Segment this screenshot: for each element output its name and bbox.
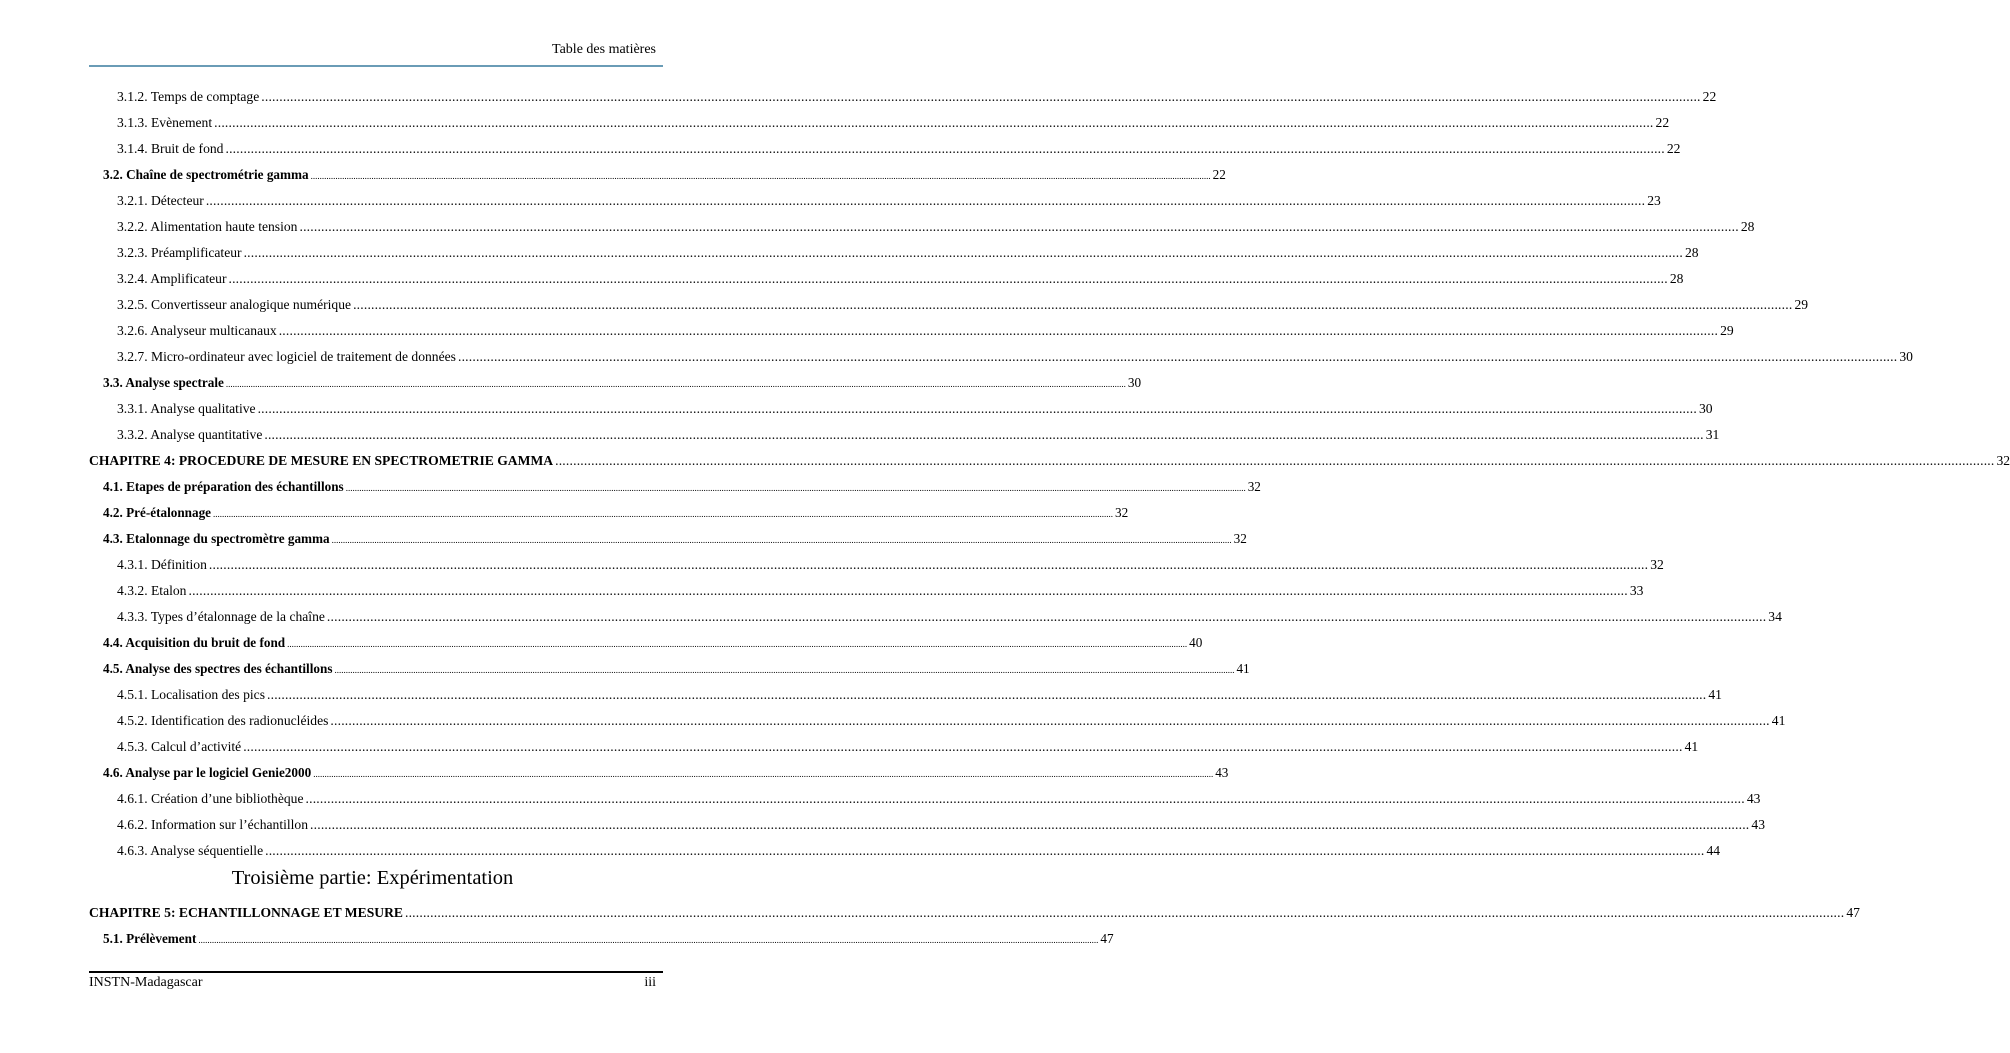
- toc-entry[interactable]: [117, 712, 1786, 730]
- toc-dot-leader: ................................................................................................................................................................................................................................................................................................................................................................................................................: [457, 349, 1898, 364]
- toc-entry[interactable]: [117, 400, 1713, 418]
- toc-entry[interactable]: [117, 842, 1721, 860]
- toc-entry[interactable]: [103, 374, 1142, 393]
- toc-entry-label: 4.5.1. Localisation des pics: [117, 687, 265, 702]
- toc-dot-leader: ................................................................................................................................................................................................................................................................................................................................................................................................................: [228, 271, 1668, 286]
- footer-institution: INSTN-Madagascar: [89, 975, 203, 990]
- toc-entry-label: 4.2. Pré-étalonnage: [103, 505, 212, 520]
- toc-dot-leader: ................................................................................................................................................................................................................................................................................................................................................................................................................: [305, 791, 1745, 806]
- toc-entry-label: 4.4. Acquisition du bruit de fond: [103, 635, 286, 650]
- toc-entry[interactable]: [117, 114, 1670, 132]
- toc-dot-leader: ................................................................................................................................................................................................................................................................................................................................................................................................................: [299, 219, 1739, 234]
- toc-dot-leader: ................................................................................................................................................................................................................................................................................................................................................................................................................: [353, 297, 1793, 312]
- toc-entry-label: 3.2.4. Amplificateur: [117, 271, 227, 286]
- toc-entry-page: 47: [1100, 931, 1114, 946]
- toc-entry[interactable]: [117, 192, 1661, 210]
- toc-dot-leader: ................................................................................................................................................................................................................................................................................................................................................................................................................: [265, 843, 1705, 858]
- toc-dot-leader: ................................................................................................................................................................................................................................................................................................................................................................................................................: [331, 535, 1232, 545]
- toc-entry[interactable]: [117, 88, 1717, 106]
- toc-entry-page: 43: [1751, 817, 1765, 832]
- toc-entry-label: CHAPITRE 4: PROCEDURE DE MESURE EN SPECTROMETRIE GAMMA: [89, 453, 554, 468]
- toc-entry-label: 3.1.3. Evènement: [117, 115, 213, 130]
- toc-dot-leader: ................................................................................................................................................................................................................................................................................................................................................................................................................: [205, 193, 1646, 208]
- toc-entry-label: 3.2.5. Convertisseur analogique numérique: [117, 297, 352, 312]
- toc-dot-leader: ................................................................................................................................................................................................................................................................................................................................................................................................................: [213, 509, 1114, 519]
- toc-entry-label: 4.6.3. Analyse séquentielle: [117, 843, 264, 858]
- toc-entry[interactable]: [117, 348, 1913, 366]
- toc-entry-label: 3.2.2. Alimentation haute tension: [117, 219, 298, 234]
- toc-entry[interactable]: [103, 478, 1261, 497]
- running-header-title: Table des matières: [552, 42, 656, 57]
- toc-entry-label: 3.3.2. Analyse quantitative: [117, 427, 263, 442]
- toc-entry[interactable]: [103, 504, 1129, 523]
- toc-entry-page: 28: [1684, 245, 1699, 260]
- toc-dot-leader: ................................................................................................................................................................................................................................................................................................................................................................................................................: [310, 171, 1211, 181]
- toc-dot-leader: ................................................................................................................................................................................................................................................................................................................................................................................................................: [208, 557, 1649, 572]
- toc-entry-page: 29: [1720, 323, 1734, 338]
- toc-entry-page: 28: [1740, 219, 1755, 234]
- toc-dot-leader: ................................................................................................................................................................................................................................................................................................................................................................................................................: [261, 89, 1701, 104]
- toc-entry-label: 3.2.3. Préamplificateur: [117, 245, 242, 260]
- part-title: Troisième partie: Expérimentation: [231, 867, 514, 889]
- toc-dot-leader: ................................................................................................................................................................................................................................................................................................................................................................................................................: [264, 427, 1704, 442]
- toc-entry-page: 43: [1746, 791, 1761, 806]
- toc-entry-page: 32: [1650, 557, 1664, 572]
- toc-entry[interactable]: [117, 790, 1761, 808]
- toc-entry-label: 3.2.7. Micro-ordinateur avec logiciel de traitement de données: [117, 349, 456, 364]
- toc-entry-label: 4.3.1. Définition: [117, 557, 207, 572]
- toc-entry-label: 4.6.1. Création d’une bibliothèque: [117, 791, 304, 806]
- toc-entry-page: 22: [1702, 89, 1717, 104]
- toc-dot-leader: ................................................................................................................................................................................................................................................................................................................................................................................................................: [330, 713, 1770, 728]
- toc-dot-leader: ................................................................................................................................................................................................................................................................................................................................................................................................................: [287, 639, 1188, 649]
- toc-dot-leader: ................................................................................................................................................................................................................................................................................................................................................................................................................: [267, 687, 1707, 702]
- toc-dot-leader: ................................................................................................................................................................................................................................................................................................................................................................................................................: [278, 323, 1719, 338]
- toc-entry-page: 32: [1233, 531, 1247, 546]
- toc-entry-page: 32: [1115, 505, 1129, 520]
- toc-entry[interactable]: [117, 322, 1734, 340]
- toc-entry[interactable]: [103, 166, 1226, 185]
- toc-entry-label: 3.2.1. Détecteur: [117, 193, 204, 208]
- toc-dot-leader: ................................................................................................................................................................................................................................................................................................................................................................................................................: [345, 483, 1246, 493]
- toc-entry-page: 30: [1899, 349, 1913, 364]
- toc-dot-leader: ................................................................................................................................................................................................................................................................................................................................................................................................................: [555, 453, 1995, 468]
- footer-page-number: iii: [644, 975, 656, 990]
- toc-entry-label: 3.2. Chaîne de spectrométrie gamma: [103, 167, 309, 182]
- toc-entry-page: 43: [1215, 765, 1229, 780]
- toc-dot-leader: ................................................................................................................................................................................................................................................................................................................................................................................................................: [243, 739, 1683, 754]
- toc-entry-label: 3.2.6. Analyseur multicanaux: [117, 323, 277, 338]
- footer-divider: [89, 971, 663, 973]
- toc-entry-page: 41: [1708, 687, 1722, 702]
- toc-entry[interactable]: [117, 556, 1664, 574]
- toc-entry-page: 44: [1706, 843, 1721, 858]
- toc-entry[interactable]: [117, 686, 1722, 704]
- toc-entry[interactable]: [117, 426, 1720, 444]
- toc-entry-page: 30: [1698, 401, 1713, 416]
- toc-entry-label: 4.1. Etapes de préparation des échantillons: [103, 479, 344, 494]
- toc-entry-page: 41: [1236, 661, 1250, 676]
- toc-entry-page: 31: [1705, 427, 1720, 442]
- toc-entry-label: 4.6.2. Information sur l’échantillon: [117, 817, 309, 832]
- toc-entry[interactable]: [117, 816, 1765, 834]
- toc-entry-label: CHAPITRE 5: ECHANTILLONNAGE ET MESURE: [89, 905, 403, 920]
- toc-entry-label: 4.3.2. Etalon: [117, 583, 187, 598]
- toc-entry-label: 4.6. Analyse par le logiciel Genie2000: [103, 765, 312, 780]
- toc-dot-leader: ................................................................................................................................................................................................................................................................................................................................................................................................................: [404, 905, 1845, 920]
- toc-entry-label: 5.1. Prélèvement: [103, 931, 197, 946]
- toc-dot-leader: ................................................................................................................................................................................................................................................................................................................................................................................................................: [225, 141, 1665, 156]
- toc-entry-label: 3.1.2. Temps de comptage: [117, 89, 260, 104]
- toc-dot-leader: ................................................................................................................................................................................................................................................................................................................................................................................................................: [334, 665, 1235, 675]
- header-divider: [89, 65, 663, 67]
- toc-entry[interactable]: [89, 904, 1860, 922]
- toc-entry[interactable]: [117, 270, 1684, 288]
- toc-entry-label: 4.3.3. Types d’étalonnage de la chaîne: [117, 609, 325, 624]
- toc-entry-page: 30: [1127, 375, 1142, 390]
- toc-entry[interactable]: [103, 530, 1247, 549]
- toc-entry-label: 3.1.4. Bruit de fond: [117, 141, 224, 156]
- toc-entry-page: 29: [1794, 297, 1809, 312]
- toc-entry-page: 40: [1189, 635, 1203, 650]
- toc-entry[interactable]: [103, 764, 1229, 783]
- toc-entry-page: 23: [1647, 193, 1661, 208]
- toc-entry[interactable]: [117, 296, 1809, 314]
- toc-dot-leader: ................................................................................................................................................................................................................................................................................................................................................................................................................: [188, 583, 1628, 598]
- toc-entry[interactable]: [117, 218, 1755, 236]
- toc-entry-page: 22: [1212, 167, 1226, 182]
- toc-entry-page: 32: [1996, 453, 2010, 468]
- toc-entry-page: 22: [1655, 115, 1670, 130]
- toc-entry-label: 3.3.1. Analyse qualitative: [117, 401, 256, 416]
- toc-entry-page: 22: [1666, 141, 1681, 156]
- toc-dot-leader: ................................................................................................................................................................................................................................................................................................................................................................................................................: [257, 401, 1697, 416]
- toc-entry[interactable]: [89, 452, 2010, 470]
- toc-entry[interactable]: [117, 244, 1699, 262]
- toc-entry-page: 33: [1629, 583, 1644, 598]
- toc-entry[interactable]: [103, 634, 1203, 653]
- toc-dot-leader: ................................................................................................................................................................................................................................................................................................................................................................................................................: [198, 935, 1099, 945]
- toc-entry[interactable]: [103, 660, 1250, 679]
- toc-entry-label: 4.5.3. Calcul d’activité: [117, 739, 242, 754]
- toc-dot-leader: ................................................................................................................................................................................................................................................................................................................................................................................................................: [225, 379, 1126, 389]
- toc-entry-page: 41: [1771, 713, 1786, 728]
- toc-dot-leader: ................................................................................................................................................................................................................................................................................................................................................................................................................: [243, 245, 1683, 260]
- toc-entry[interactable]: [103, 930, 1114, 949]
- toc-entry-label: 4.5.2. Identification des radionucléides: [117, 713, 329, 728]
- toc-entry-label: 4.3. Etalonnage du spectromètre gamma: [103, 531, 330, 546]
- toc-entry-page: 47: [1846, 905, 1860, 920]
- toc-entry-label: 4.5. Analyse des spectres des échantillons: [103, 661, 333, 676]
- toc-entry-page: 34: [1768, 609, 1782, 624]
- toc-dot-leader: ................................................................................................................................................................................................................................................................................................................................................................................................................: [310, 817, 1750, 832]
- toc-entry[interactable]: [117, 608, 1782, 626]
- toc-dot-leader: ................................................................................................................................................................................................................................................................................................................................................................................................................: [214, 115, 1654, 130]
- toc-entry-page: 41: [1684, 739, 1699, 754]
- toc-dot-leader: ................................................................................................................................................................................................................................................................................................................................................................................................................: [326, 609, 1767, 624]
- toc-entry-page: 28: [1669, 271, 1684, 286]
- toc-entry[interactable]: [117, 738, 1699, 756]
- toc-entry[interactable]: [117, 582, 1644, 600]
- toc-dot-leader: ................................................................................................................................................................................................................................................................................................................................................................................................................: [313, 769, 1214, 779]
- toc-entry[interactable]: [117, 140, 1681, 158]
- toc-entry-label: 3.3. Analyse spectrale: [103, 375, 224, 390]
- toc-entry-page: 32: [1247, 479, 1261, 494]
